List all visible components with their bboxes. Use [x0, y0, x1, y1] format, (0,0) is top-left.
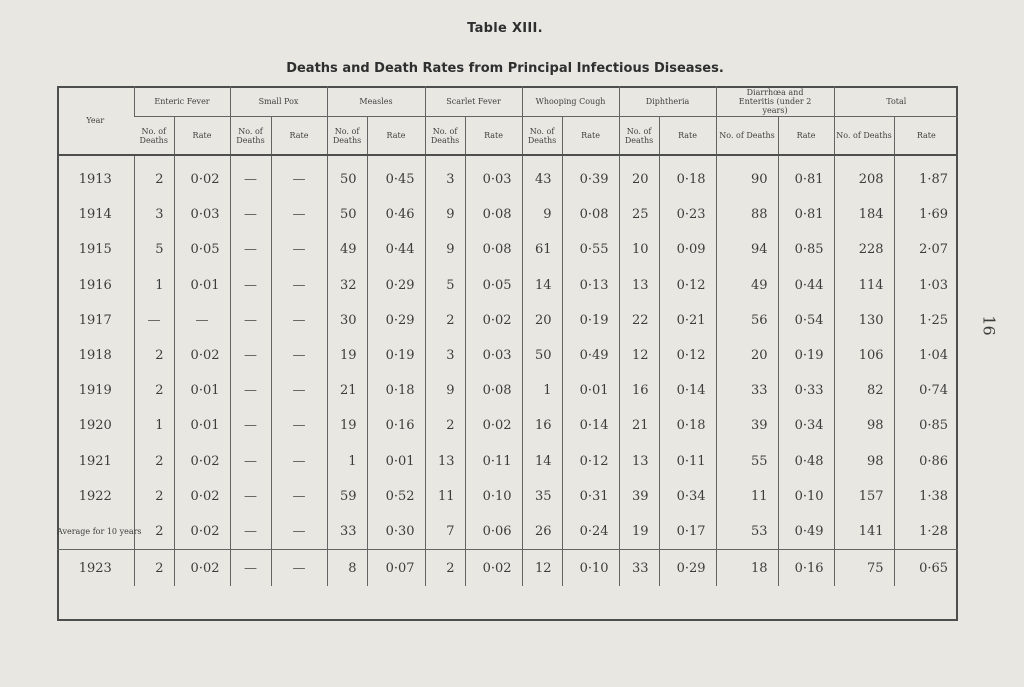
deaths-cell: —: [230, 444, 271, 479]
rate-cell: 0·81: [778, 155, 834, 197]
deaths-cell: —: [230, 232, 271, 267]
rate-cell: 0·14: [659, 373, 716, 408]
rate-cell: 0·44: [778, 268, 834, 303]
deaths-cell: 2: [425, 550, 465, 587]
deaths-cell: 12: [522, 550, 562, 587]
deaths-cell: 3: [134, 197, 174, 232]
disease-header: Small Pox: [230, 86, 327, 117]
rate-cell: 0·06: [465, 514, 522, 550]
deaths-cell: 3: [425, 155, 465, 197]
rate-cell: 1·04: [894, 338, 958, 373]
deaths-cell: 1: [134, 408, 174, 443]
rate-cell: 0·81: [778, 197, 834, 232]
rate-cell: 0·13: [562, 268, 619, 303]
rate-cell: —: [271, 232, 327, 267]
rate-cell: 0·02: [174, 550, 230, 587]
disease-header: Whooping Cough: [522, 86, 619, 117]
rate-cell: 0·48: [778, 444, 834, 479]
deaths-cell: 50: [327, 155, 367, 197]
rate-cell: 0·02: [174, 155, 230, 197]
table-row: [57, 338, 958, 373]
deaths-cell: 130: [834, 303, 894, 338]
rate-cell: 0·08: [465, 197, 522, 232]
disease-header: Measles: [327, 86, 425, 117]
deaths-cell: 5: [425, 268, 465, 303]
deaths-cell: 19: [619, 514, 659, 550]
deaths-cell: 21: [619, 408, 659, 443]
rate-cell: 0·11: [659, 444, 716, 479]
deaths-cell: 2: [134, 550, 174, 587]
rate-cell: 0·44: [367, 232, 425, 267]
rate-cell: 0·19: [367, 338, 425, 373]
deaths-cell: 88: [716, 197, 778, 232]
deaths-cell: 19: [327, 338, 367, 373]
deaths-cell: 43: [522, 155, 562, 197]
disease-header: Total: [834, 86, 958, 117]
deaths-cell: 50: [327, 197, 367, 232]
page-number: 16: [979, 315, 999, 336]
deaths-cell: —: [230, 197, 271, 232]
year-cell: 1913: [78, 172, 112, 188]
disease-header: Scarlet Fever: [425, 86, 522, 117]
rate-cell: —: [271, 303, 327, 338]
deaths-cell: 90: [716, 155, 778, 197]
rate-cell: 0·05: [174, 232, 230, 267]
deaths-cell: 39: [619, 479, 659, 514]
rate-cell: 0·08: [465, 373, 522, 408]
rate-cell: 0·01: [174, 373, 230, 408]
deaths-cell: 2: [134, 514, 174, 550]
deaths-cell: 94: [716, 232, 778, 267]
deaths-cell: 61: [522, 232, 562, 267]
deaths-cell: 1: [522, 373, 562, 408]
rate-cell: 0·08: [562, 197, 619, 232]
rate-cell: 0·11: [465, 444, 522, 479]
deaths-cell: —: [230, 479, 271, 514]
rate-cell: 0·10: [562, 550, 619, 587]
deaths-cell: 20: [522, 303, 562, 338]
rate-cell: 0·29: [367, 303, 425, 338]
table-title: Table XIII.: [467, 21, 543, 36]
rate-cell: 0·29: [367, 268, 425, 303]
rate-cell: 0·85: [894, 408, 958, 443]
rate-cell: 0·49: [778, 514, 834, 550]
rate-cell: 0·12: [659, 268, 716, 303]
deaths-cell: 9: [425, 197, 465, 232]
deaths-cell: 106: [834, 338, 894, 373]
no-of-deaths-header: No. of Deaths: [425, 117, 465, 156]
year-cell: 1920: [78, 418, 112, 434]
deaths-cell: 50: [522, 338, 562, 373]
rate-cell: 0·02: [174, 338, 230, 373]
deaths-cell: 33: [327, 514, 367, 550]
deaths-cell: —: [230, 303, 271, 338]
rate-cell: 0·12: [562, 444, 619, 479]
rate-cell: 0·24: [562, 514, 619, 550]
no-of-deaths-header: No. of Deaths: [134, 117, 174, 156]
table-row: [57, 268, 958, 303]
rate-cell: 0·86: [894, 444, 958, 479]
rate-cell: 0·45: [367, 155, 425, 197]
header-row-subcolumns: [57, 117, 958, 156]
deaths-cell: 16: [619, 373, 659, 408]
rate-cell: 0·52: [367, 479, 425, 514]
deaths-cell: 21: [327, 373, 367, 408]
rate-cell: 0·05: [465, 268, 522, 303]
deaths-cell: 1: [134, 268, 174, 303]
deaths-cell: 8: [327, 550, 367, 587]
rate-cell: 0·34: [659, 479, 716, 514]
header-row-diseases: [57, 86, 958, 117]
deaths-cell: 141: [834, 514, 894, 550]
deaths-cell: 7: [425, 514, 465, 550]
deaths-cell: —: [230, 514, 271, 550]
deaths-cell: 33: [716, 373, 778, 408]
rate-cell: 0·54: [778, 303, 834, 338]
rate-cell: 0·02: [465, 303, 522, 338]
no-of-deaths-header: No. of Deaths: [619, 117, 659, 156]
deaths-cell: 49: [716, 268, 778, 303]
deaths-cell: 2: [425, 303, 465, 338]
rate-header: Rate: [271, 117, 327, 156]
rate-cell: 1·03: [894, 268, 958, 303]
rate-cell: 0·10: [465, 479, 522, 514]
rate-cell: 1·69: [894, 197, 958, 232]
rate-cell: 0·09: [659, 232, 716, 267]
rate-cell: 2·07: [894, 232, 958, 267]
rate-header: Rate: [367, 117, 425, 156]
rate-cell: 1·87: [894, 155, 958, 197]
rate-cell: 1·25: [894, 303, 958, 338]
rate-cell: —: [174, 303, 230, 338]
deaths-cell: 56: [716, 303, 778, 338]
rate-cell: —: [271, 197, 327, 232]
deaths-cell: 14: [522, 268, 562, 303]
deaths-cell: 19: [327, 408, 367, 443]
rate-cell: 0·01: [174, 268, 230, 303]
deaths-cell: 39: [716, 408, 778, 443]
deaths-cell: 16: [522, 408, 562, 443]
rate-cell: 0·01: [562, 373, 619, 408]
rate-cell: 0·85: [778, 232, 834, 267]
rate-cell: 0·39: [562, 155, 619, 197]
rate-cell: —: [271, 408, 327, 443]
deaths-cell: 10: [619, 232, 659, 267]
rate-cell: 0·65: [894, 550, 958, 587]
deaths-cell: 2: [134, 479, 174, 514]
table-subtitle: Deaths and Death Rates from Principal Infectious Diseases.: [286, 61, 724, 76]
year-cell: Average for 10 years: [57, 526, 142, 536]
deaths-cell: 2: [134, 444, 174, 479]
deaths-cell: 157: [834, 479, 894, 514]
table-row: [57, 232, 958, 267]
rate-cell: 1·28: [894, 514, 958, 550]
rate-cell: 0·02: [465, 550, 522, 587]
rate-cell: 0·46: [367, 197, 425, 232]
deaths-cell: 2: [425, 408, 465, 443]
deaths-cell: 59: [327, 479, 367, 514]
deaths-cell: 9: [425, 373, 465, 408]
rate-cell: —: [271, 268, 327, 303]
deaths-cell: 1: [327, 444, 367, 479]
rate-cell: 0·74: [894, 373, 958, 408]
deaths-cell: 22: [619, 303, 659, 338]
deaths-cell: 13: [619, 268, 659, 303]
table-row: [57, 408, 958, 443]
rate-cell: 0·02: [174, 514, 230, 550]
deaths-cell: 75: [834, 550, 894, 587]
table-row: [57, 479, 958, 514]
rate-cell: 0·07: [367, 550, 425, 587]
rate-cell: 0·02: [465, 408, 522, 443]
table-row: [57, 373, 958, 408]
rate-header: Rate: [659, 117, 716, 156]
rate-cell: 0·55: [562, 232, 619, 267]
deaths-cell: —: [230, 268, 271, 303]
rate-cell: 0·16: [367, 408, 425, 443]
rate-header: Rate: [778, 117, 834, 156]
deaths-cell: 26: [522, 514, 562, 550]
rate-cell: —: [271, 479, 327, 514]
table-row: [57, 197, 958, 232]
rate-cell: 0·18: [367, 373, 425, 408]
rate-cell: —: [271, 373, 327, 408]
rate-cell: —: [271, 444, 327, 479]
deaths-cell: 208: [834, 155, 894, 197]
deaths-cell: 12: [619, 338, 659, 373]
year-cell: 1922: [78, 488, 112, 504]
deaths-cell: 98: [834, 408, 894, 443]
rate-cell: —: [271, 155, 327, 197]
deaths-cell: 32: [327, 268, 367, 303]
rate-cell: 0·49: [562, 338, 619, 373]
deaths-cell: 98: [834, 444, 894, 479]
rate-cell: 0·19: [778, 338, 834, 373]
rate-cell: 0·30: [367, 514, 425, 550]
deaths-cell: —: [230, 550, 271, 587]
deaths-cell: —: [134, 303, 174, 338]
rate-cell: 0·02: [174, 444, 230, 479]
deaths-cell: 5: [134, 232, 174, 267]
no-of-deaths-header: No. of Deaths: [327, 117, 367, 156]
table-row: [57, 444, 958, 479]
deaths-cell: 25: [619, 197, 659, 232]
deaths-cell: 49: [327, 232, 367, 267]
table-row: [57, 303, 958, 338]
year-cell: 1915: [78, 242, 112, 258]
rate-cell: 0·29: [659, 550, 716, 587]
deaths-cell: 13: [425, 444, 465, 479]
year-cell: 1914: [78, 207, 112, 223]
disease-header: Diarrhœa and Enteritis (under 2 years): [716, 86, 834, 117]
deaths-cell: 53: [716, 514, 778, 550]
no-of-deaths-header: No. of Deaths: [230, 117, 271, 156]
rate-cell: 0·12: [659, 338, 716, 373]
deaths-cell: 35: [522, 479, 562, 514]
deaths-cell: 9: [522, 197, 562, 232]
no-of-deaths-header: No. of Deaths: [834, 117, 894, 156]
deaths-cell: 20: [619, 155, 659, 197]
deaths-cell: 114: [834, 268, 894, 303]
rate-cell: —: [271, 338, 327, 373]
rate-cell: 0·01: [367, 444, 425, 479]
year-cell: 1916: [78, 277, 112, 293]
deaths-cell: 2: [134, 373, 174, 408]
deaths-cell: 14: [522, 444, 562, 479]
deaths-cell: —: [230, 373, 271, 408]
disease-header: Enteric Fever: [134, 86, 230, 117]
rate-cell: 0·18: [659, 155, 716, 197]
deaths-cell: 2: [134, 155, 174, 197]
deaths-cell: 3: [425, 338, 465, 373]
rate-cell: 0·18: [659, 408, 716, 443]
deaths-cell: —: [230, 408, 271, 443]
rate-cell: —: [271, 514, 327, 550]
rate-cell: —: [271, 550, 327, 587]
rate-cell: 0·01: [174, 408, 230, 443]
rate-header: Rate: [894, 117, 958, 156]
deaths-cell: —: [230, 155, 271, 197]
rate-header: Rate: [465, 117, 522, 156]
rate-cell: 0·33: [778, 373, 834, 408]
table-row: [57, 155, 958, 197]
deaths-cell: 11: [425, 479, 465, 514]
deaths-cell: —: [230, 338, 271, 373]
no-of-deaths-header: No. of Deaths: [716, 117, 778, 156]
rate-cell: 0·16: [778, 550, 834, 587]
deaths-cell: 18: [716, 550, 778, 587]
year-cell: 1918: [78, 348, 112, 364]
rate-cell: 0·17: [659, 514, 716, 550]
rate-cell: 0·08: [465, 232, 522, 267]
deaths-cell: 228: [834, 232, 894, 267]
rate-cell: 0·14: [562, 408, 619, 443]
year-header: Year: [57, 86, 134, 155]
rate-cell: 1·38: [894, 479, 958, 514]
deaths-cell: 20: [716, 338, 778, 373]
rate-cell: 0·21: [659, 303, 716, 338]
rate-header: Rate: [562, 117, 619, 156]
deaths-cell: 11: [716, 479, 778, 514]
table-body: [57, 155, 958, 586]
rate-cell: 0·03: [465, 338, 522, 373]
deaths-cell: 2: [134, 338, 174, 373]
rate-cell: 0·10: [778, 479, 834, 514]
infectious-diseases-table: [57, 86, 958, 586]
table-row: [57, 514, 958, 550]
rate-cell: 0·03: [465, 155, 522, 197]
deaths-cell: 30: [327, 303, 367, 338]
deaths-cell: 13: [619, 444, 659, 479]
deaths-cell: 33: [619, 550, 659, 587]
rate-cell: 0·02: [174, 479, 230, 514]
rate-header: Rate: [174, 117, 230, 156]
disease-header: Diphtheria: [619, 86, 716, 117]
rate-cell: 0·34: [778, 408, 834, 443]
no-of-deaths-header: No. of Deaths: [522, 117, 562, 156]
rate-cell: 0·31: [562, 479, 619, 514]
rate-cell: 0·23: [659, 197, 716, 232]
rate-cell: 0·19: [562, 303, 619, 338]
deaths-cell: 9: [425, 232, 465, 267]
year-cell: 1919: [78, 383, 112, 399]
year-cell: 1921: [78, 453, 112, 469]
rate-cell: 0·03: [174, 197, 230, 232]
year-cell: 1923: [57, 550, 134, 587]
table-row: [57, 550, 958, 587]
year-cell: 1917: [78, 312, 112, 328]
deaths-cell: 55: [716, 444, 778, 479]
deaths-cell: 82: [834, 373, 894, 408]
deaths-cell: 184: [834, 197, 894, 232]
